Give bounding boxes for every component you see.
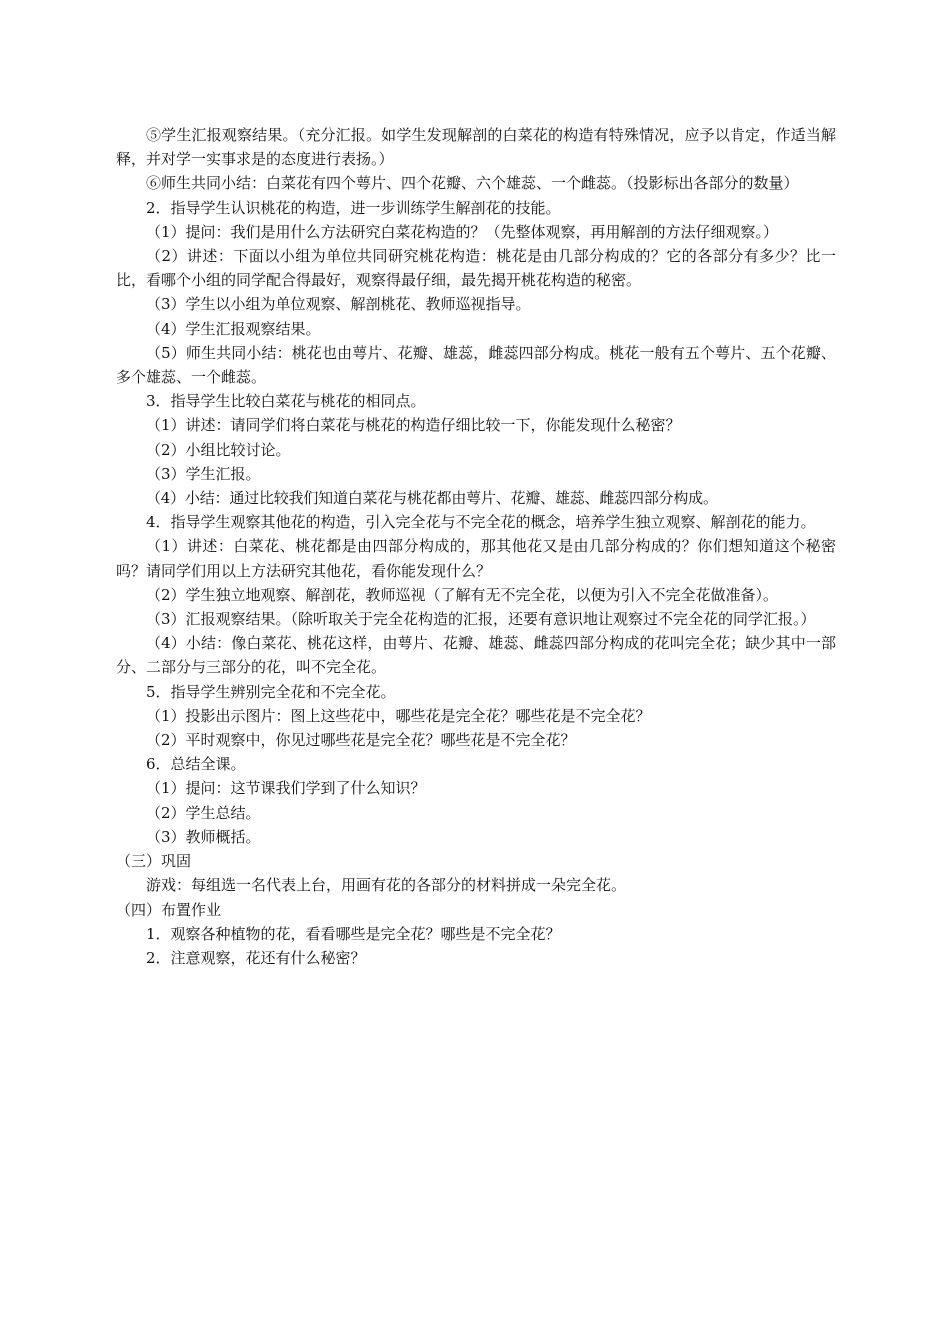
paragraph-2-3: （3）学生以小组为单位观察、解剖桃花、教师巡视指导。 — [146, 295, 531, 314]
paragraph-step-3: 3．指导学生比较白菜花与桃花的相同点。 — [146, 392, 426, 411]
paragraph-4-3: （3）汇报观察结果。（除听取关于完全花构造的汇报，还要有意识地让观察过不完全花的同学汇报。） — [146, 610, 816, 629]
paragraph-cabbage-summary: ⑥师生共同小结：白菜花有四个萼片、四个花瓣、六个雄蕊、一个雌蕊。（投影标出各部分的数量） — [146, 174, 799, 193]
section-heading-homework: （四）布置作业 — [116, 900, 222, 919]
paragraph-2-2: （2）讲述：下面以小组为单位共同研究桃花构造：桃花是由几部分构成的？它的各部分有多少？比一比，看哪个小组的同学配合得最好，观察得最仔细，最先揭开桃花构造的秘密。 — [116, 247, 836, 290]
paragraph-step-2: 2．指导学生认识桃花的构造，进一步训练学生解剖花的技能。 — [146, 198, 561, 217]
paragraph-2-4: （4）学生汇报观察结果。 — [146, 319, 321, 338]
paragraph-3-1: （1）讲述：请同学们将白菜花与桃花的构造仔细比较一下，你能发现什么秘密？ — [146, 416, 681, 435]
paragraph-4-1: （1）讲述：白菜花、桃花都是由四部分构成的，那其他花又是由几部分构成的？你们想知道这个秘密吗？请同学们用以上方法研究其他花，看你能发现什么？ — [116, 537, 836, 580]
paragraph-2-5: （5）师生共同小结：桃花也由萼片、花瓣、雄蕊，雌蕊四部分构成。桃花一般有五个萼片、五个花瓣、多个雄蕊、一个雌蕊。 — [116, 343, 836, 387]
paragraph-2-1: （1）提问：我们是用什么方法研究白菜花构造的？（先整体观察，再用解剖的方法仔细观察。） — [146, 222, 779, 241]
section-heading-consolidation: （三）巩固 — [116, 852, 192, 871]
lesson-text — [116, 123, 836, 970]
paragraph-4-4: （4）小结：像白菜花、桃花这样，由萼片、花瓣、雄蕊、雌蕊四部分构成的花叫完全花；缺少其中一部分、二部分与三部分的花，叫不完全花。 — [116, 634, 836, 677]
paragraph-5-1: （1）投影出示图片：图上这些花中，哪些花是完全花？哪些花是不完全花？ — [146, 706, 651, 725]
paragraph-6-1: （1）提问：这节课我们学到了什么知识？ — [146, 779, 426, 798]
paragraph-5-2: （2）平时观察中，你见过哪些花是完全花？哪些花是不完全花？ — [146, 731, 576, 750]
paragraph-3-3: （3）学生汇报。 — [146, 464, 261, 483]
paragraph-6-2: （2）学生总结。 — [146, 803, 261, 822]
paragraph-step-4: 4．指导学生观察其他花的构造，引入完全花与不完全花的概念，培养学生独立观察、解剖花的能力。 — [146, 513, 816, 532]
paragraph-game: 游戏：每组选一名代表上台，用画有花的各部分的材料拼成一朵完全花。 — [146, 876, 627, 895]
paragraph-step-6: 6．总结全课。 — [146, 755, 246, 774]
paragraph-step-5: 5．指导学生辨别完全花和不完全花。 — [146, 682, 396, 701]
paragraph-4-2: （2）学生独立地观察、解剖花，教师巡视（了解有无不完全花，以便为引入不完全花做准备）。 — [146, 585, 779, 604]
paragraph-homework-1: 1．观察各种植物的花，看看哪些是完全花？哪些是不完全花？ — [146, 924, 561, 943]
paragraph-3-2: （2）小组比较讨论。 — [146, 440, 291, 459]
paragraph-3-4: （4）小结：通过比较我们知道白菜花与桃花都由萼片、花瓣、雄蕊、雌蕊四部分构成。 — [146, 489, 718, 508]
paragraph-report-observation: ⑤学生汇报观察结果。（充分汇报。如学生发现解剖的白菜花的构造有特殊情况，应予以肯定，作适当解释，并对学一实事求是的态度进行表扬。） — [116, 126, 836, 169]
paragraph-homework-2: 2．注意观察，花还有什么秘密？ — [146, 948, 366, 967]
paragraph-6-3: （3）教师概括。 — [146, 827, 261, 846]
